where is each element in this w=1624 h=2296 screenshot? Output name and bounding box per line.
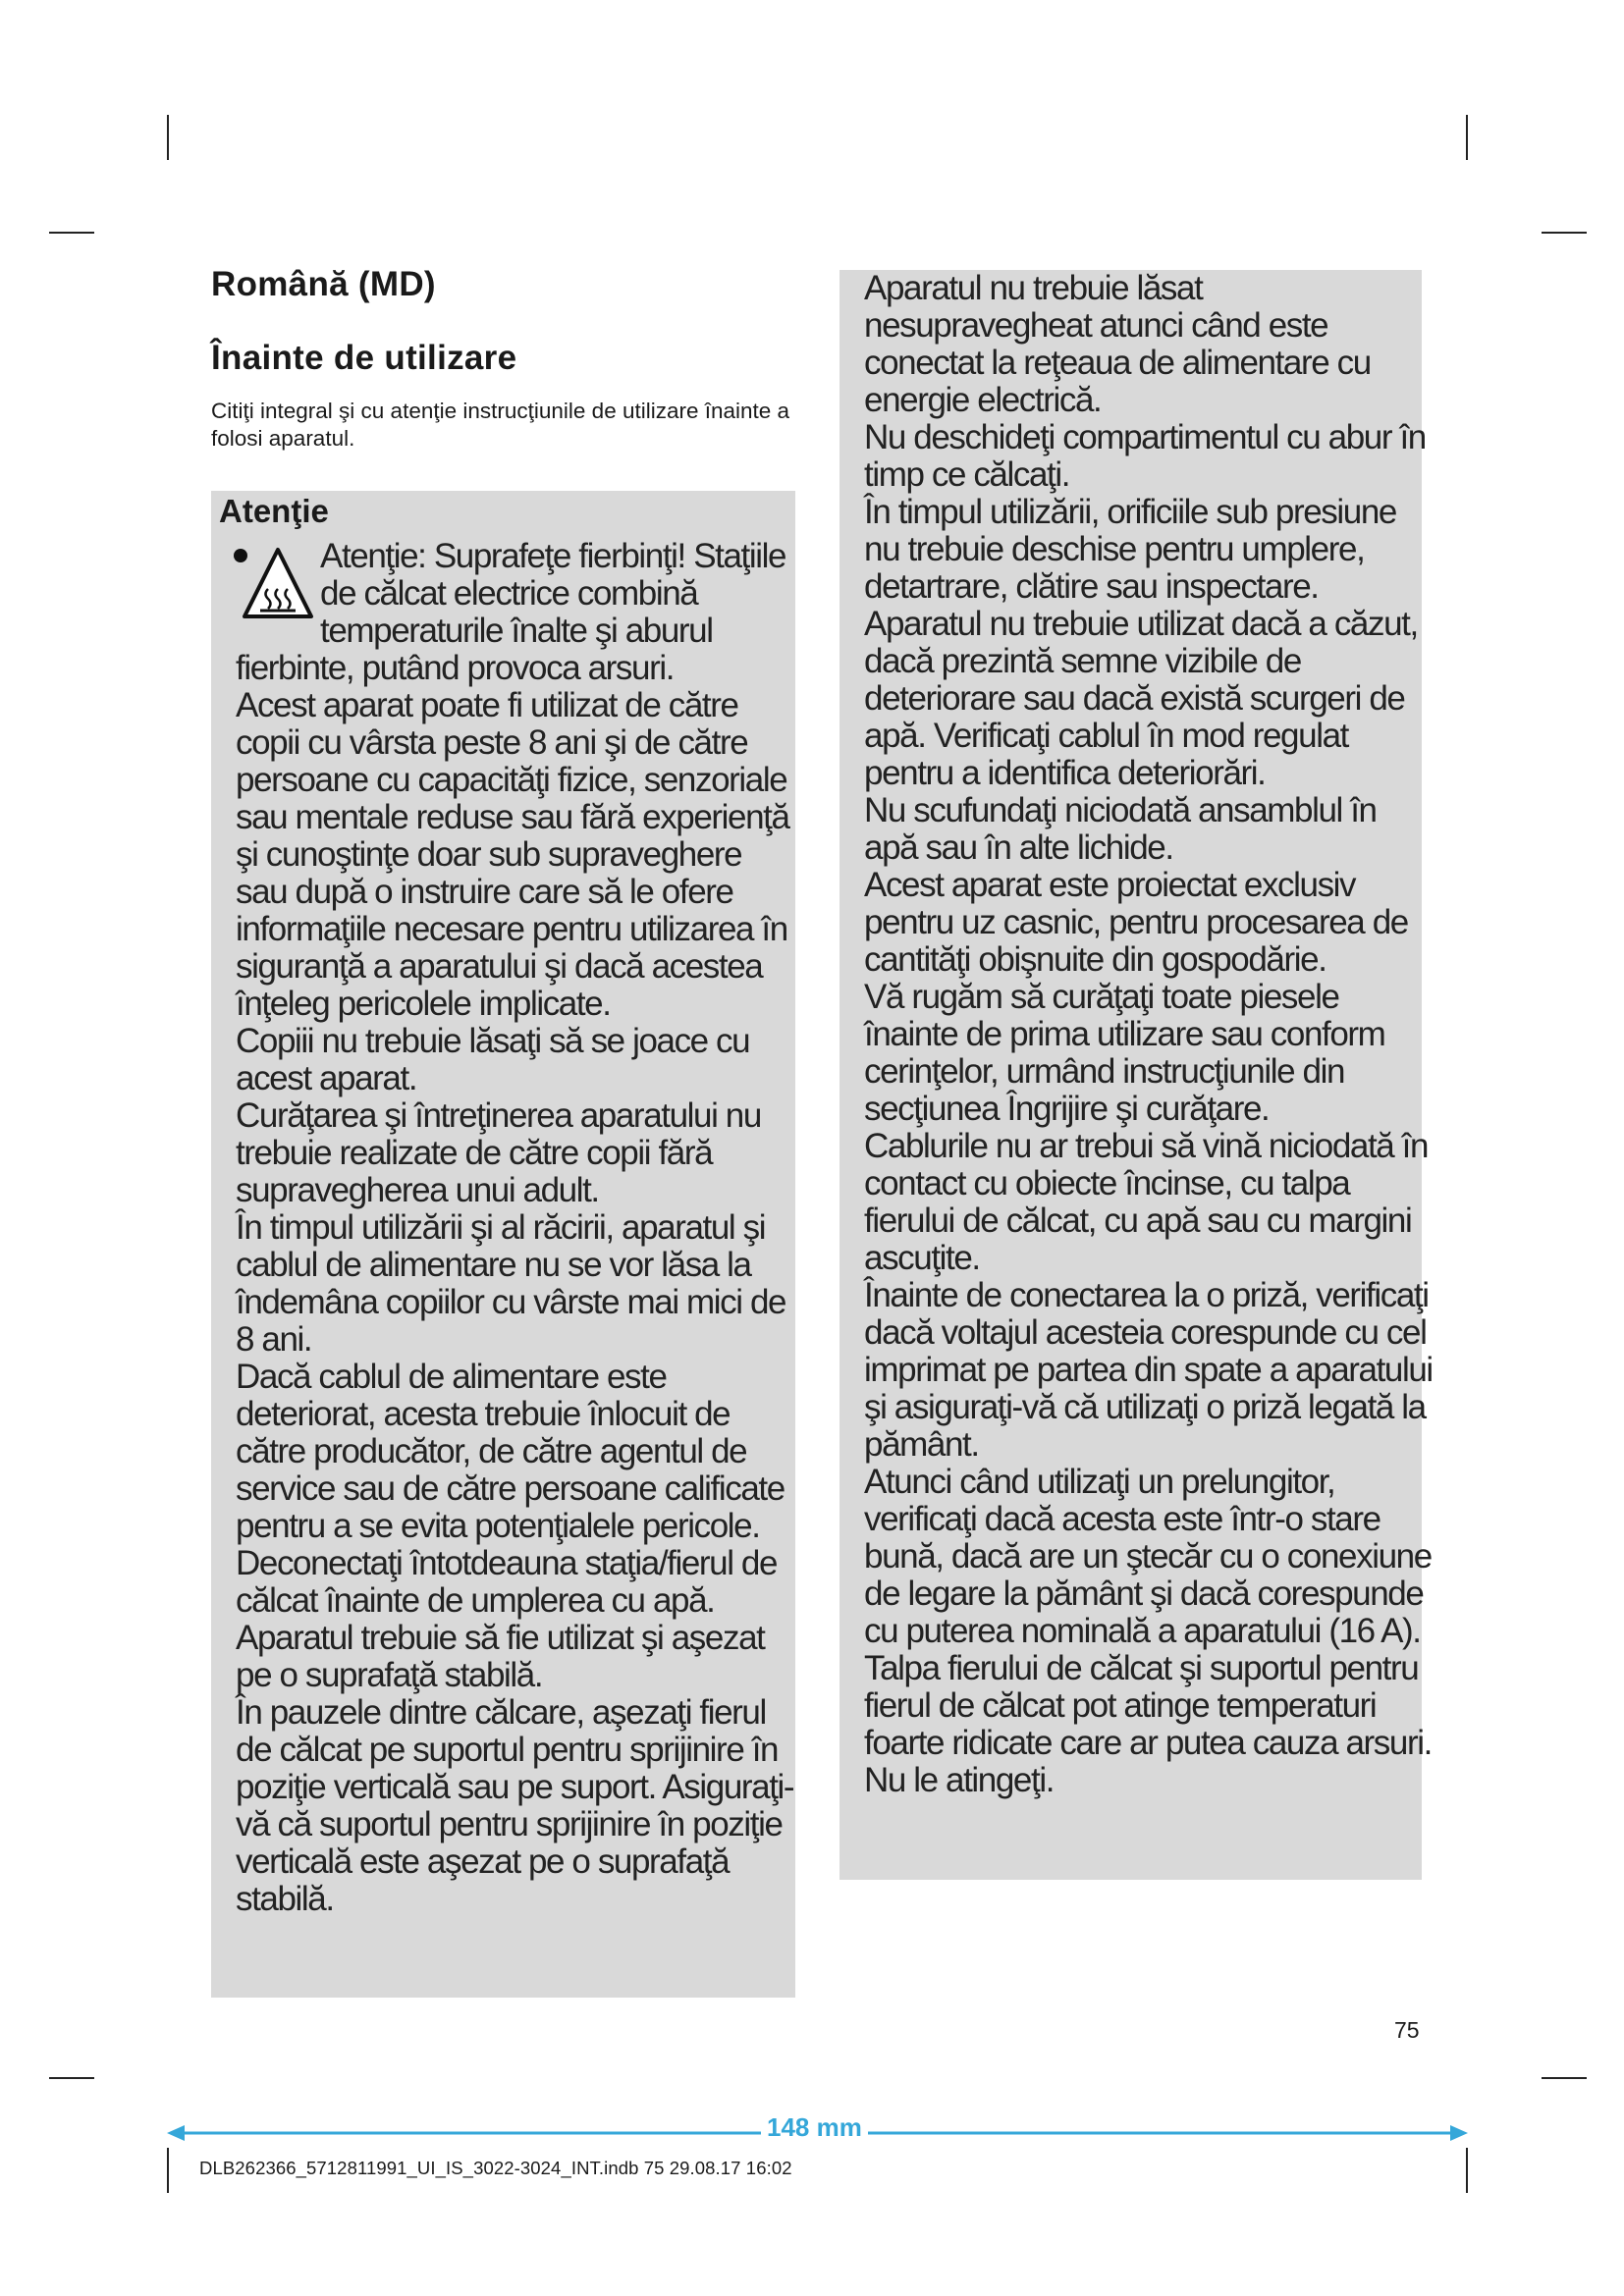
hot-surface-warning-icon xyxy=(231,546,314,620)
crop-mark-left-bottom xyxy=(49,2077,94,2079)
section-title: Înainte de utilizare xyxy=(211,339,517,377)
warning-paragraph: Deconectaţi întotdeauna staţia/fierul de călcat înainte de umplerea cu apă. xyxy=(236,1544,778,1620)
page-number: 75 xyxy=(1394,2017,1420,2043)
warning-paragraph: Atunci când utilizaţi un prelungitor, verificaţi dacă acesta este într-o stare bună, dacă are un ştecăr cu o conexiune de legare la pământ şi dacă corespunde cu puterea nominală a aparatului (16 A). xyxy=(864,1463,1432,1650)
crop-mark-top-left xyxy=(167,115,169,160)
warning-paragraph: Nu scufundaţi niciodată ansamblul în apă sau în alte lichide. xyxy=(864,791,1377,867)
warning-paragraph: Aparatul trebuie să fie utilizat şi aşezat pe o suprafaţă stabilă. xyxy=(236,1619,765,1694)
crop-mark-bottom-left xyxy=(167,2148,169,2193)
warning-paragraph: Dacă cablul de alimentare este deteriorat, acesta trebuie înlocuit de către producător, de către agentul de service sau de către persoane calificate pentru a se evita potenţialele pericole. xyxy=(236,1358,785,1545)
warning-paragraph: Aparatul nu trebuie lăsat nesupravegheat atunci când este conectat la reţeaua de alimentare cu energie electrică. xyxy=(864,269,1371,419)
crop-mark-top-right xyxy=(1466,115,1468,160)
warning-paragraph: Înainte de conectarea la o priză, verificaţi dacă voltajul acesteia corespunde cu cel imprimat pe partea din spate a aparatului şi asiguraţi-vă că utilizaţi o priză legată la pământ. xyxy=(864,1276,1433,1464)
hot-surface-warning xyxy=(236,538,800,687)
warning-paragraph: Copiii nu trebuie lăsaţi să se joace cu acest aparat. xyxy=(236,1022,750,1097)
warning-paragraph: În pauzele dintre călcare, aşezaţi fierul de călcat pe suportul pentru sprijinire în poziţie verticală sau pe suport. Asiguraţi-vă că suportul pentru sprijinire în poziţie verticală este aşezat pe o suprafaţă stabilă. xyxy=(236,1693,794,1918)
warning-list-left xyxy=(236,538,800,1918)
crop-mark-right-bottom xyxy=(1542,2077,1587,2079)
intro-text: Citiţi integral şi cu atenţie instrucţiunile de utilizare înainte a folosi aparatul. xyxy=(211,399,790,451)
warning-panel-right xyxy=(839,269,1433,1880)
warning-paragraph: În timpul utilizării şi al răcirii, aparatul şi cablul de alimentare nu se vor lăsa la îndemâna copiilor cu vârste mai mici de 8 ani. xyxy=(236,1208,786,1359)
warning-paragraph: Talpa fierului de călcat şi suportul pentru fierul de călcat pot atinge temperaturi foarte ridicate care ar putea cauza arsuri. Nu le atingeţi. xyxy=(864,1649,1432,1799)
warning-panel-left xyxy=(211,491,795,1998)
warning-paragraph: Vă rugăm să curăţaţi toate piesele înainte de prima utilizare sau conform cerinţelor, urmând instrucţiunile din secţiunea Îngrijire şi curăţare. xyxy=(864,978,1385,1128)
panel-heading: Atenţie xyxy=(219,493,329,529)
warning-list-right xyxy=(864,270,1434,1799)
warning-paragraph: Aparatul nu trebuie utilizat dacă a căzut, dacă prezintă semne vizibile de deteriorare sau dacă există scurgeri de apă. Verificaţi cablul în mod regulat pentru a identifica deteriorări. xyxy=(864,605,1418,792)
warning-paragraph: Cablurile nu ar trebui să vină niciodată în contact cu obiecte încinse, cu talpa fierului de călcat, cu apă sau cu margini ascuţite. xyxy=(864,1127,1429,1277)
crop-mark-right-top xyxy=(1542,232,1587,234)
measurement-label: 148 mm xyxy=(761,2112,868,2143)
warning-paragraph: În timpul utilizării, orificiile sub presiune nu trebuie deschise pentru umplere, detartrare, clătire sau inspectare. xyxy=(864,493,1396,606)
warning-paragraph: Nu deschideţi compartimentul cu abur în timp ce călcaţi. xyxy=(864,418,1426,494)
warning-paragraph: Atenţie: Suprafeţe fierbinţi! Staţiile de călcat electrice combină temperaturile înalte şi aburul fierbinte, putând provoca arsuri. xyxy=(236,537,786,687)
warning-paragraph: Curăţarea şi întreţinerea aparatului nu trebuie realizate de către copii fără supravegherea unui adult. xyxy=(236,1096,761,1209)
crop-mark-left-top xyxy=(49,232,94,234)
warning-paragraph: Acest aparat poate fi utilizat de către copii cu vârsta peste 8 ani şi de către persoane cu capacităţi fizice, senzoriale sau mentale reduse sau fără experienţă şi cunoştinţe doar sub supraveghere sau după o instruire care să le ofere informaţiile necesare pentru utilizarea în siguranţă a aparatului şi dacă acestea înţeleg pericolele implicate. xyxy=(236,686,789,1023)
print-imprint: DLB262366_5712811991_UI_IS_3022-3024_INT.indb 75 29.08.17 16:02 xyxy=(199,2158,792,2178)
crop-mark-bottom-right xyxy=(1466,2148,1468,2193)
warning-paragraph: Acest aparat este proiectat exclusiv pentru uz casnic, pentru procesarea de cantităţi obişnuite din gospodărie. xyxy=(864,866,1408,979)
language-title: Română (MD) xyxy=(211,265,436,303)
